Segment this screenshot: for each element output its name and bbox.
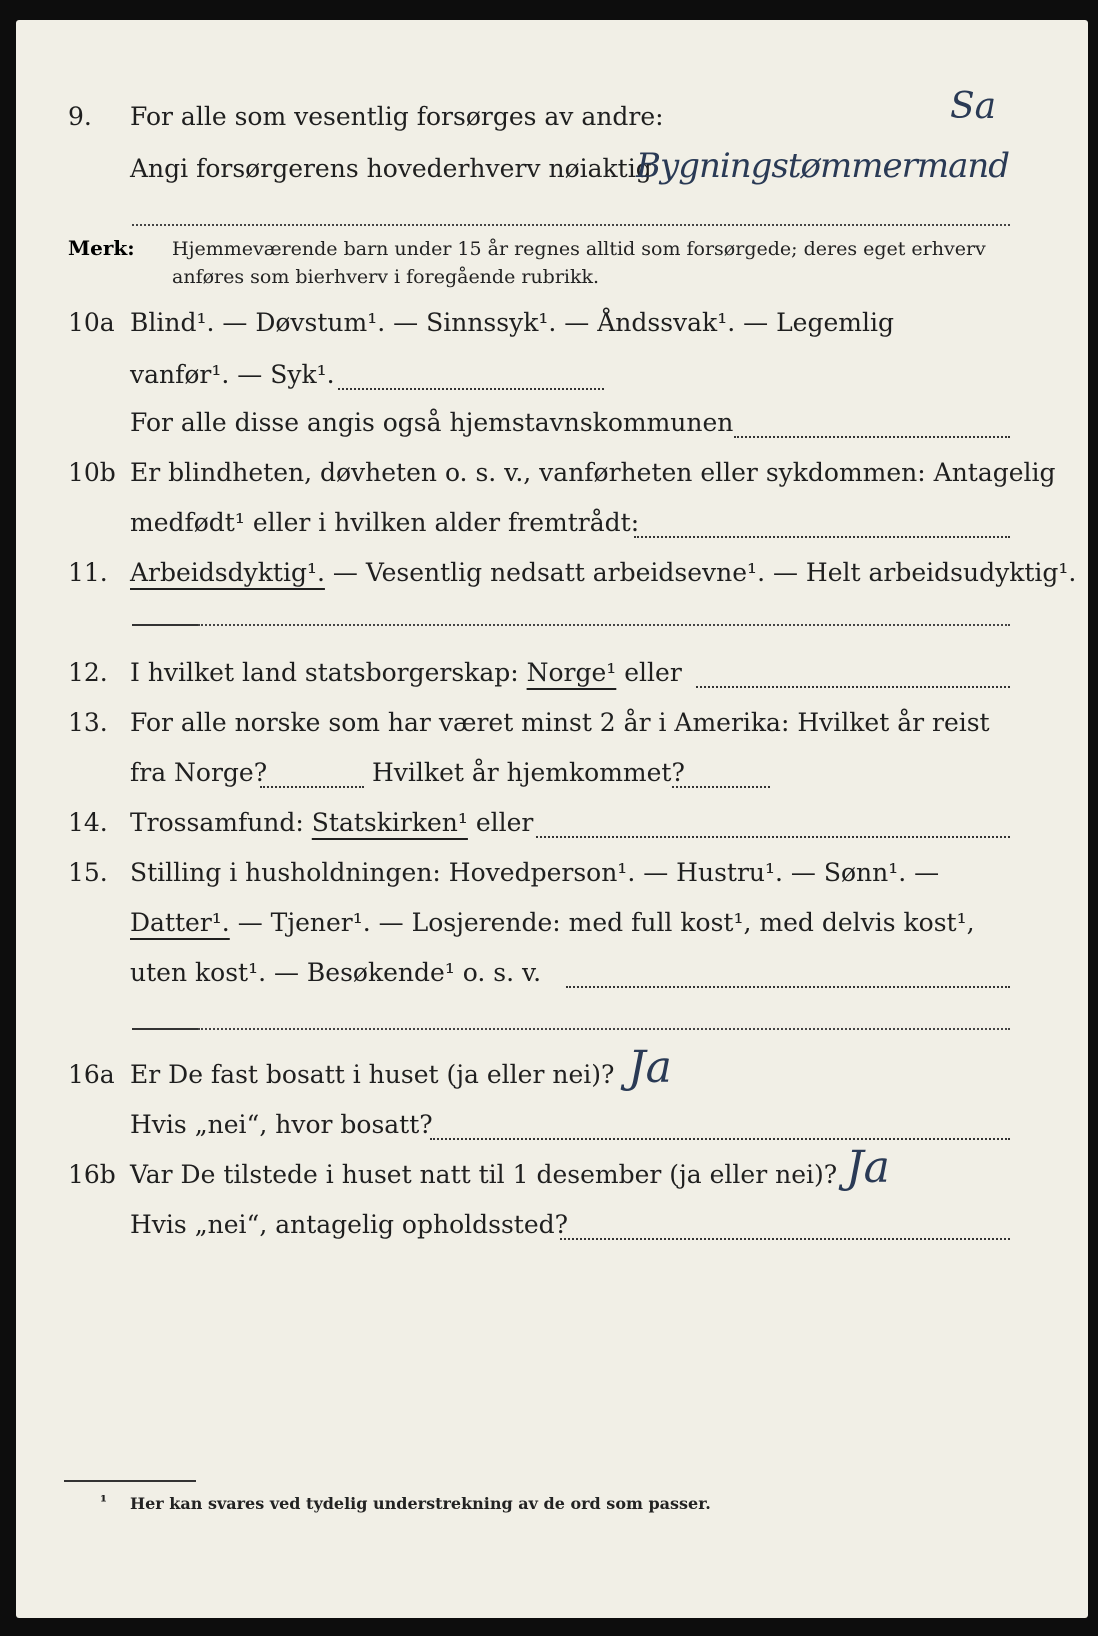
question-text: For alle som vesentlig forsørges av andre: [130, 102, 664, 131]
answer-line [672, 786, 770, 788]
question-text: Var De tilstede i huset natt til 1 desember (ja eller nei)? [130, 1160, 838, 1189]
underlined-option: Datter¹. [130, 908, 230, 937]
question-13 [16, 708, 1088, 748]
question-12 [16, 658, 1088, 698]
question-10b [16, 458, 1088, 498]
question-text: Blind¹. — Døvstum¹. — Sinnssyk¹. — Åndssvak¹. — Legemlig [130, 308, 894, 337]
question-text: Hvis „nei“, hvor bosatt? [130, 1110, 433, 1139]
question-13-line-2 [16, 758, 1088, 798]
question-text: For alle disse angis også hjemstavnskommunen [130, 408, 734, 437]
question-number: 15. [68, 858, 108, 887]
question-text-rest: — Vesentlig nedsatt arbeidsevne¹. — Helt arbeidsudyktig¹. [324, 558, 1077, 587]
question-text-pre: Trossamfund: [130, 808, 312, 837]
dotted-separator [198, 624, 1010, 626]
underlined-option: Norge¹ [526, 658, 617, 687]
question-text: medfødt¹ eller i hvilken alder fremtrådt: [130, 508, 640, 537]
question-16b [16, 1142, 1088, 1200]
question-text [130, 658, 682, 687]
question-number: 16a [68, 1060, 115, 1089]
footnote-marker: ¹ [100, 1492, 108, 1511]
question-text [130, 908, 975, 937]
question-15 [16, 858, 1088, 898]
question-text: vanfør¹. — Syk¹. [130, 360, 335, 389]
question-15-line-2 [16, 908, 1088, 948]
answer-line [132, 1028, 198, 1030]
question-number: 10b [68, 458, 116, 487]
dotted-separator [198, 1028, 1010, 1030]
answer-line [696, 686, 1010, 688]
handwritten-answer: Sa [950, 86, 997, 127]
question-number: 11. [68, 558, 108, 587]
question-number: 13. [68, 708, 108, 737]
question-16b-line-2 [16, 1210, 1088, 1250]
question-text-post: eller [616, 658, 682, 687]
question-text: Hvis „nei“, antagelig opholdssted? [130, 1210, 569, 1239]
question-text: Angi forsørgerens hovederhverv nøiaktig [130, 154, 652, 183]
question-number: 14. [68, 808, 108, 837]
question-text [130, 808, 533, 837]
question-number: 9. [68, 102, 92, 131]
question-text: Er De fast bosatt i huset (ja eller nei)? [130, 1060, 615, 1089]
note-text: Hjemmeværende barn under 15 år regnes alltid som forsørgede; deres eget erhverv [172, 238, 986, 260]
question-9 [16, 86, 1088, 142]
handwritten-answer: Bygningstømmermand [636, 146, 1009, 186]
question-text: Er blindheten, døvheten o. s. v., vanførheten eller sykdommen: Antagelig [130, 458, 1056, 487]
question-10a-line-2 [16, 360, 1088, 400]
answer-line [338, 388, 604, 390]
footnote-rule [64, 1480, 196, 1482]
answer-line [260, 786, 364, 788]
question-text: For alle norske som har været minst 2 år i Amerika: Hvilket år reist [130, 708, 990, 737]
question-14 [16, 808, 1088, 848]
question-11 [16, 558, 1088, 598]
question-10a [16, 308, 1088, 348]
question-9-line-2 [16, 146, 1088, 194]
question-text: fra Norge? [130, 758, 268, 787]
question-text: Hvilket år hjemkommet? [372, 758, 685, 787]
answer-line [634, 536, 1010, 538]
dotted-separator [132, 224, 1010, 226]
answer-line [536, 836, 1010, 838]
question-10a-line-3 [16, 408, 1088, 448]
question-text-post: eller [467, 808, 534, 837]
question-number: 10a [68, 308, 115, 337]
census-form-page [16, 20, 1088, 1618]
answer-line [132, 624, 198, 626]
question-number: 16b [68, 1160, 116, 1189]
underlined-option: Statskirken¹ [311, 808, 468, 837]
question-text [130, 558, 1076, 587]
question-text: Stilling i husholdningen: Hovedperson¹. — Hustru¹. — Sønn¹. — [130, 858, 940, 887]
question-number: 12. [68, 658, 108, 687]
answer-line [566, 986, 1010, 988]
answer-line [560, 1238, 1010, 1240]
question-10b-line-2 [16, 508, 1088, 548]
answer-line [734, 436, 1010, 438]
note-label: Merk: [68, 236, 135, 260]
handwritten-answer: Ja [628, 1042, 672, 1093]
footnote-text: Her kan svares ved tydelig understrekning av de ord som passer. [130, 1494, 711, 1513]
question-text-rest: — Tjener¹. — Losjerende: med full kost¹, med delvis kost¹, [229, 908, 975, 937]
question-16a-line-2 [16, 1110, 1088, 1150]
question-15-line-3 [16, 958, 1088, 998]
question-16a [16, 1042, 1088, 1100]
handwritten-answer: Ja [846, 1142, 890, 1193]
question-text-pre: I hvilket land statsborgerskap: [130, 658, 527, 687]
note-text: anføres som bierhverv i foregående rubrikk. [172, 266, 600, 288]
question-text: uten kost¹. — Besøkende¹ o. s. v. [130, 958, 542, 987]
underlined-option: Arbeidsdyktig¹. [130, 558, 325, 587]
answer-line [430, 1138, 1010, 1140]
